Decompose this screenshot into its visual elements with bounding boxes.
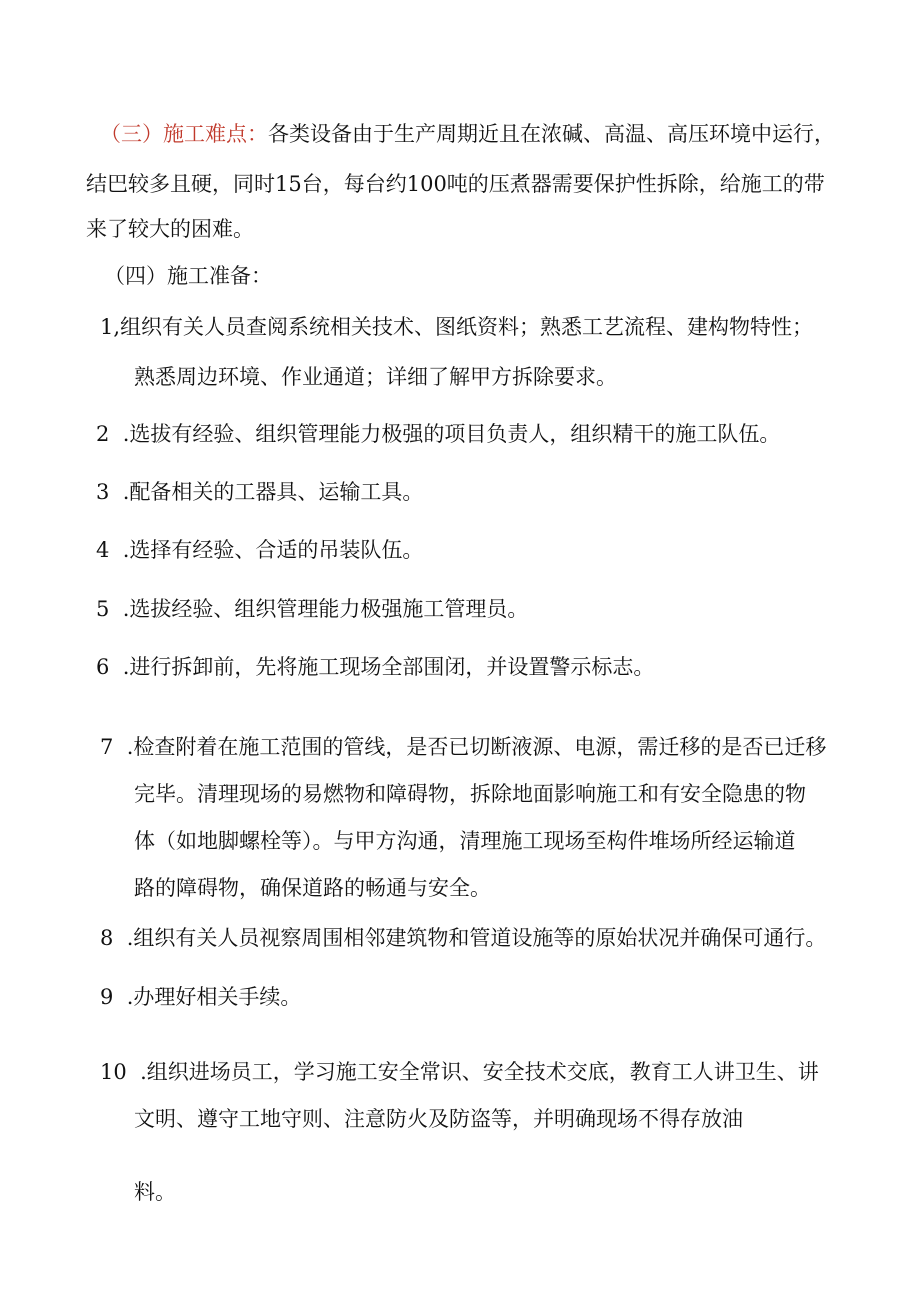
section3-heading: （三）施工难点 [100, 122, 247, 146]
item-8-text: 组织有关人员视察周围相邻建筑物和管道设施等的原始状况并确保可通行。 [133, 926, 827, 950]
item-10-text-1: 组织进场员工，学习施工安全常识、安全技术交底，教育工人讲卫生、讲 [146, 1060, 819, 1084]
item-7-line-1 [100, 733, 826, 761]
section4-heading: （四）施工准备： [104, 264, 272, 288]
section3-line2: 结巴较多且硬，同时15台，每台约100吨的压煮器需要保护性拆除，给施工的带 [86, 172, 825, 196]
item-7-line-4: 路的障碍物，确保道路的畅通与安全。 [134, 876, 491, 900]
item-8 [100, 924, 826, 952]
item-9-text: 办理好相关手续。 [133, 985, 302, 1009]
section3-line3: 来了较大的困难。 [86, 217, 254, 241]
item-2-text: 选拔有经验、组织管理能力极强的项目负责人，组织精干的施工队伍。 [129, 422, 781, 446]
item-9-separator: . [126, 985, 134, 1009]
item-7-number: 7 [100, 735, 114, 759]
item-6-separator: . [122, 655, 130, 679]
item-1-line-2: 熟悉周边环境、作业通道；详细了解甲方拆除要求。 [134, 365, 617, 389]
item-2-separator: . [122, 422, 130, 446]
item-4-text: 选择有经验、合适的吊装队伍。 [129, 538, 424, 562]
item-3-separator: . [122, 480, 130, 504]
item-4-number: 4 [96, 538, 110, 562]
item-7-text-1: 检查附着在施工范围的管线，是否已切断液源、电源，需迁移的是否已迁移 [133, 735, 827, 759]
item-6-number: 6 [96, 655, 110, 679]
item-4 [96, 536, 423, 564]
item-6-text: 进行拆卸前，先将施工现场全部围闭，并设置警示标志。 [129, 655, 655, 679]
item-1-line-1 [100, 313, 813, 341]
item-8-number: 8 [100, 926, 114, 950]
section3-colon: ： [247, 122, 268, 146]
item-5-text: 选拔经验、组织管理能力极强施工管理员。 [129, 597, 529, 621]
item-3-text: 配备相关的工器具、运输工具。 [129, 480, 424, 504]
item-10-line-3: 料。 [134, 1180, 176, 1204]
item-1-text-1: 组织有关人员查阅系统相关技术、图纸资料；熟悉工艺流程、建构物特性； [120, 315, 814, 339]
item-9-number: 9 [100, 985, 114, 1009]
item-7-line-3: 体（如地脚螺栓等）。与甲方沟通，清理施工现场至构件堆场所经运输道 [134, 829, 796, 853]
item-2 [96, 420, 780, 448]
item-8-separator: . [126, 926, 134, 950]
item-10-line-2: 文明、遵守工地守则、注意防火及防盗等，并明确现场不得存放油 [134, 1107, 743, 1131]
item-1-separator: , [113, 315, 121, 339]
section3-text-1: 各类设备由于生产周期近且在浓碱、高温、高压环境中运行， [268, 122, 835, 146]
item-3-number: 3 [96, 480, 110, 504]
item-5-separator: . [122, 597, 130, 621]
item-10-separator: . [140, 1060, 147, 1084]
item-4-separator: . [122, 538, 130, 562]
item-7-separator: . [126, 735, 134, 759]
item-9 [100, 983, 301, 1011]
item-6 [96, 653, 654, 681]
item-1-number: 1 [100, 315, 114, 339]
item-10-line-1 [100, 1058, 819, 1086]
item-7-line-2: 完毕。清理现场的易燃物和障碍物，拆除地面影响施工和有安全隐患的物 [134, 782, 806, 806]
item-5 [96, 595, 528, 623]
section3-line1 [100, 120, 835, 148]
item-3 [96, 478, 423, 506]
item-2-number: 2 [96, 422, 110, 446]
item-10-number: 10 [100, 1060, 127, 1084]
item-5-number: 5 [96, 597, 110, 621]
